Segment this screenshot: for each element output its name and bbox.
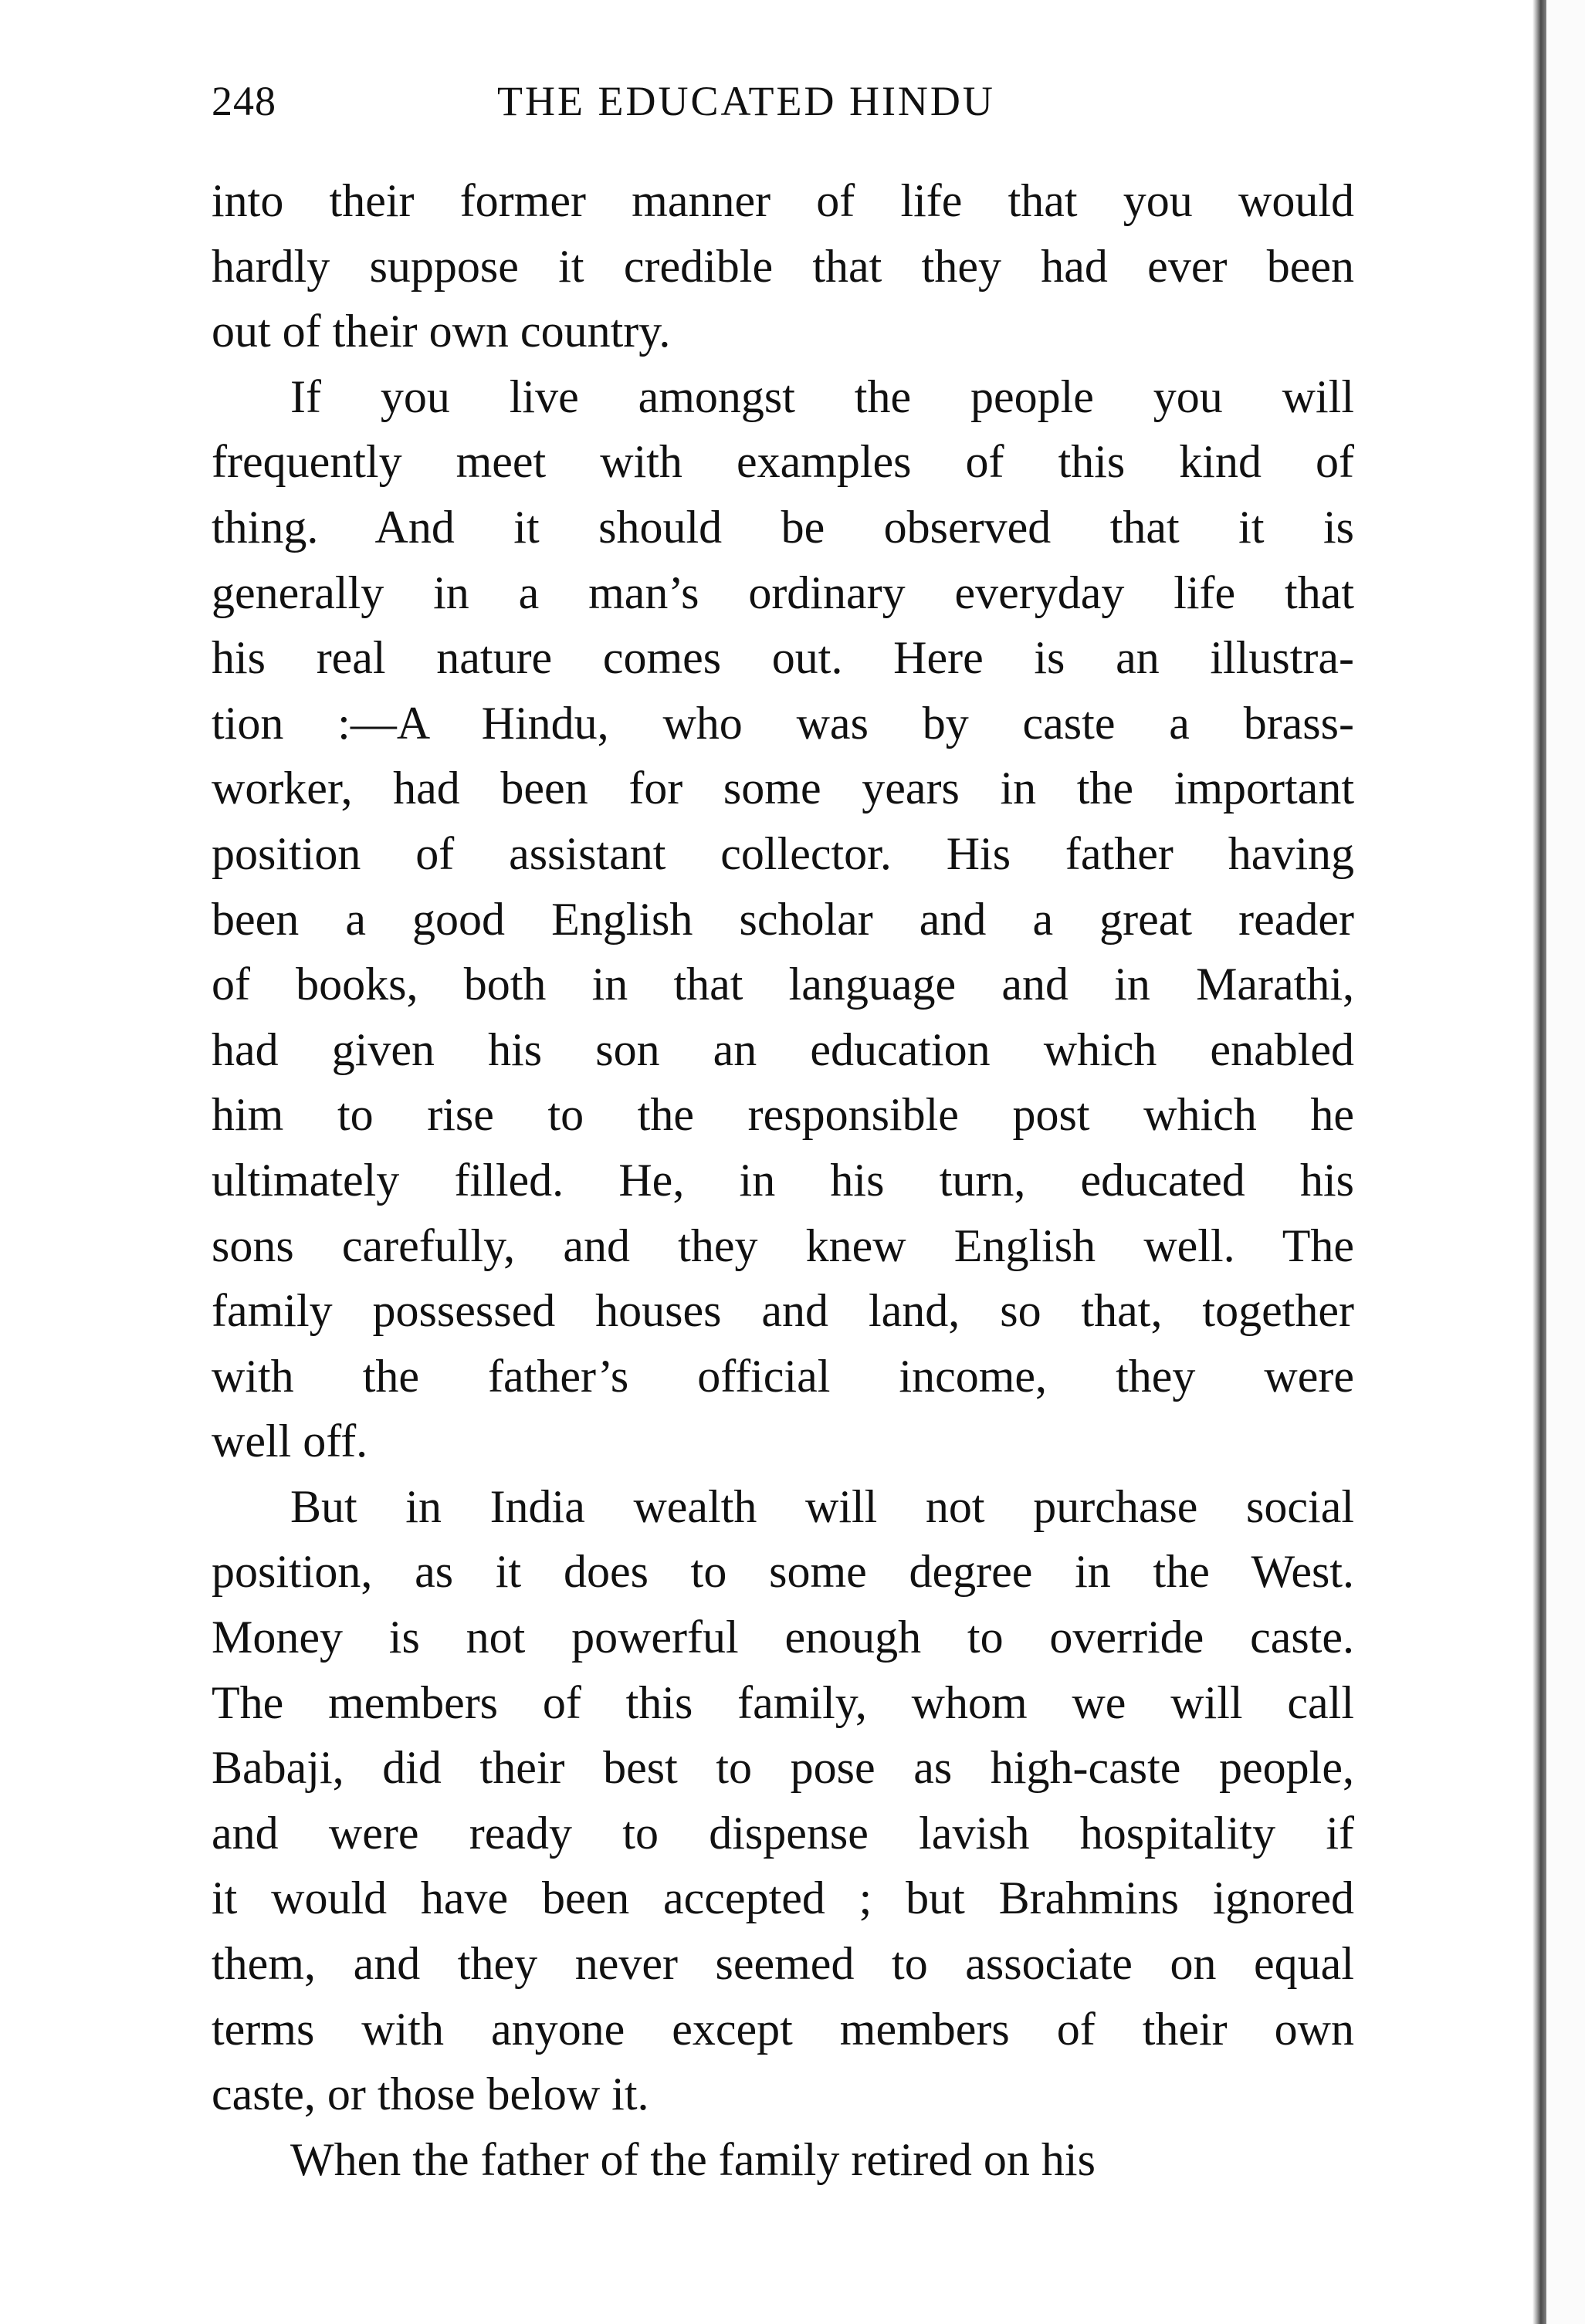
text-line: had given his son an education which enabled xyxy=(212,1023,1354,1075)
text-line: But in India wealth will not purchase social xyxy=(290,1480,1354,1532)
text-line: ultimately filled. He, in his turn, educated his xyxy=(212,1154,1354,1206)
text-line: family possessed houses and land, so that, together xyxy=(212,1285,1354,1337)
text-line: his real nature comes out. Here is an illustra- xyxy=(212,632,1354,684)
text-line: been a good English scholar and a great reader xyxy=(212,893,1354,945)
text-line: and were ready to dispense lavish hospitality if xyxy=(212,1807,1354,1859)
text-line: sons carefully, and they knew English well. The xyxy=(212,1220,1354,1271)
body-text xyxy=(212,168,1354,2192)
running-title: THE EDUCATED HINDU xyxy=(497,78,995,124)
text-line: thing. And it should be observed that it is xyxy=(212,501,1354,553)
text-line: well off. xyxy=(212,1416,368,1467)
page-margin-edge xyxy=(1546,0,1585,2324)
paragraph xyxy=(212,2127,1354,2193)
text-line: tion :—A Hindu, who was by caste a brass- xyxy=(212,697,1354,749)
text-line: The members of this family, whom we will call xyxy=(212,1676,1354,1728)
text-line: caste, or those below it. xyxy=(212,2069,649,2120)
text-line: frequently meet with examples of this kind of xyxy=(212,436,1354,488)
text-line: Babaji, did their best to pose as high-caste people, xyxy=(212,1742,1354,1794)
paragraph xyxy=(212,168,1354,364)
page-binding-edge xyxy=(1533,0,1546,2324)
text-line: position, as it does to some degree in the West. xyxy=(212,1546,1354,1598)
text-line: them, and they never seemed to associate on equal xyxy=(212,1938,1354,1990)
text-line: it would have been accepted ; but Brahmins ignored xyxy=(212,1872,1354,1924)
text-line: generally in a man’s ordinary everyday life that xyxy=(212,567,1354,618)
text-line: with the father’s official income, they were xyxy=(212,1350,1354,1402)
text-line: terms with anyone except members of their own xyxy=(212,2003,1354,2055)
text-line: hardly suppose it credible that they had ever been xyxy=(212,240,1354,292)
text-line: of books, both in that language and in Marathi, xyxy=(212,959,1354,1010)
running-head xyxy=(212,77,1354,139)
text-line: into their former manner of life that you would xyxy=(212,175,1354,226)
paragraph xyxy=(212,364,1354,1474)
text-line: worker, had been for some years in the important xyxy=(212,763,1354,814)
text-line: If you live amongst the people you will xyxy=(290,370,1354,422)
page-number: 248 xyxy=(212,78,276,124)
text-line: When the father of the family retired on his xyxy=(290,2133,1096,2185)
paragraph xyxy=(212,1474,1354,2127)
text-line: him to rise to the responsible post which he xyxy=(212,1089,1354,1141)
text-line: Money is not powerful enough to override caste. xyxy=(212,1612,1354,1663)
text-line: out of their own country. xyxy=(212,306,671,357)
text-line: position of assistant collector. His father having xyxy=(212,827,1354,879)
